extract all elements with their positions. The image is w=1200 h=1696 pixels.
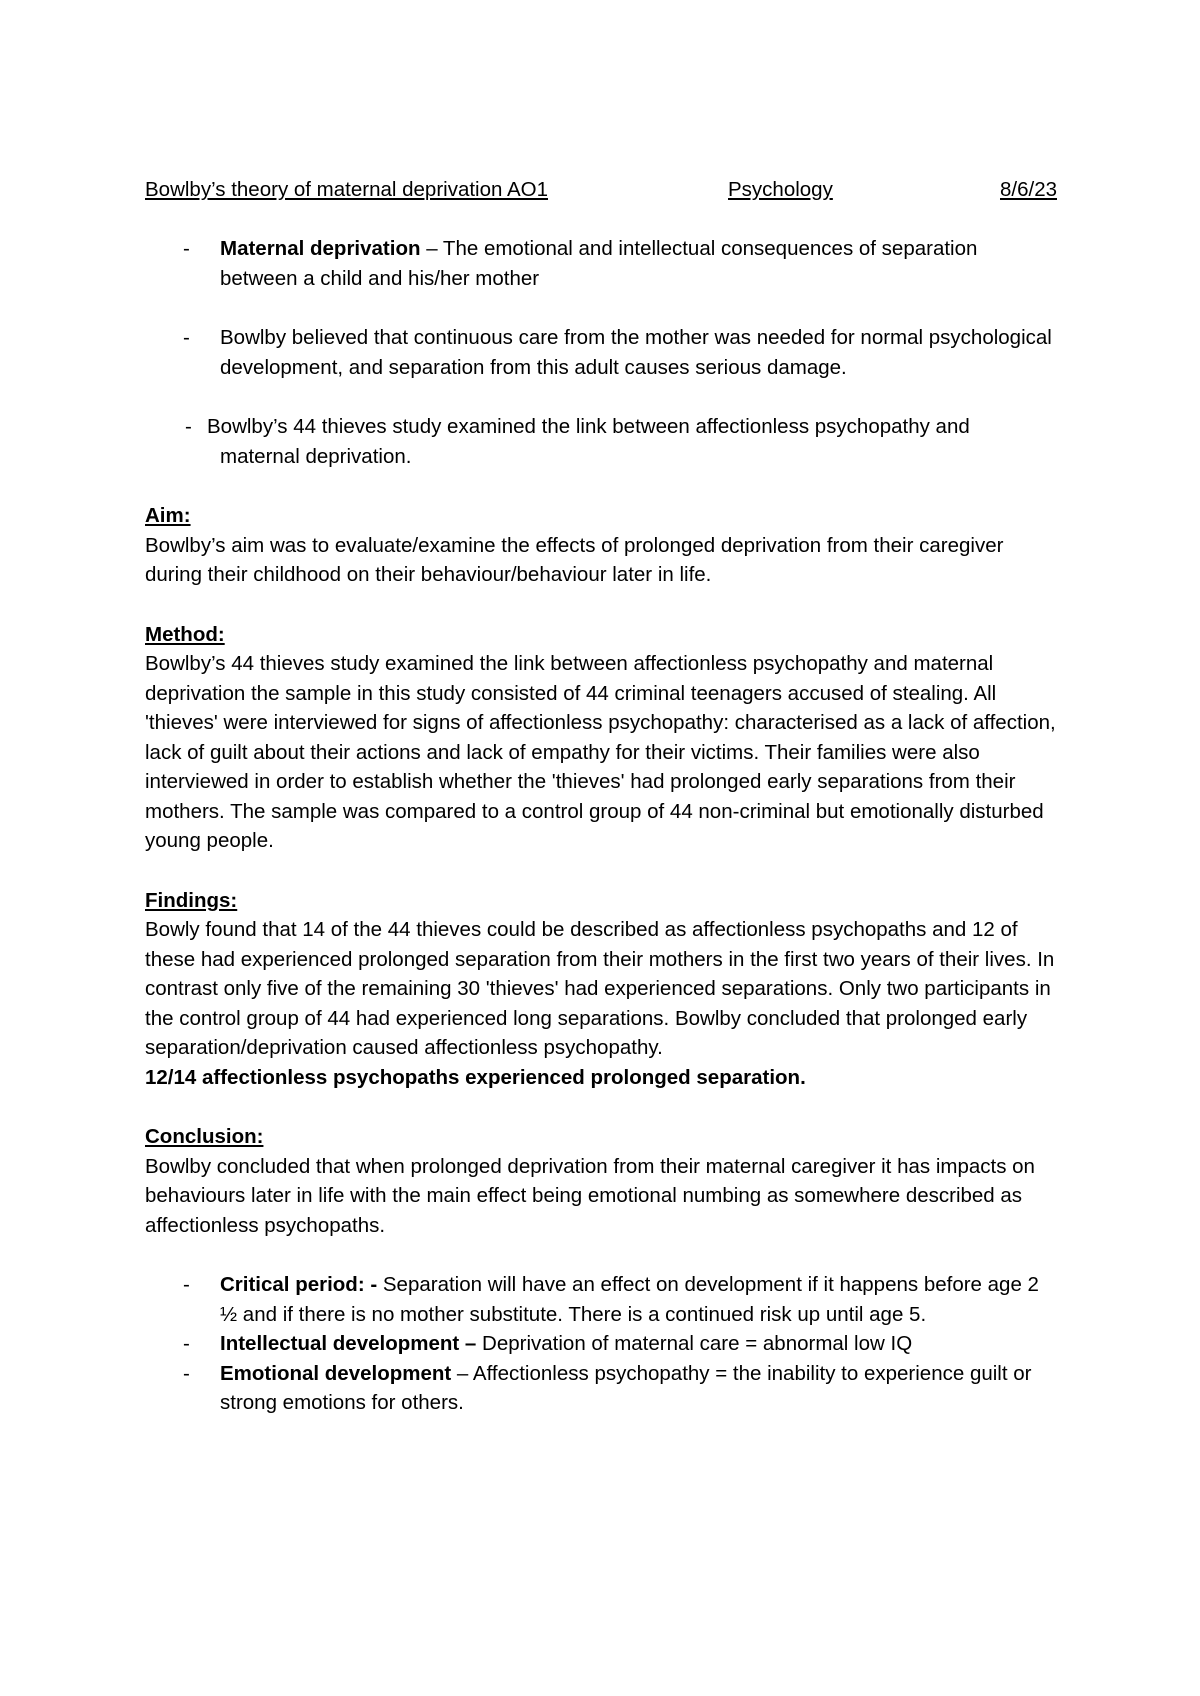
conclusion-heading: Conclusion: <box>145 1125 264 1148</box>
bullet-44-thieves-line1: Bowlby’s 44 thieves study examined the link between affectionless psychopathy and <box>207 415 970 438</box>
term-emotional-development: Emotional development <box>220 1361 452 1385</box>
intellectual-development-text: Deprivation of maternal care = abnormal low IQ <box>476 1332 913 1355</box>
bullet-critical-period <box>145 1270 1060 1329</box>
dash-marker: - <box>183 1361 190 1385</box>
bullet-continuous-care-text: Bowlby believed that continuous care from the mother was needed for normal psychological development, and separation from this adult causes serious damage. <box>220 326 1052 379</box>
bullet-intellectual-development <box>145 1329 1060 1359</box>
bullet-44-thieves-line2: maternal deprivation. <box>220 444 412 468</box>
bullet-maternal-deprivation <box>145 234 1060 293</box>
dash-marker: - <box>185 415 192 438</box>
document-title: Bowlby’s theory of maternal deprivation AO1 <box>145 178 549 201</box>
document-date: 8/6/23 <box>1000 178 1057 201</box>
spacer <box>145 1092 1060 1122</box>
conclusion-body: Bowlby concluded that when prolonged deprivation from their maternal caregiver it has impacts on behaviours later in life with the main effect being emotional numbing as somewhere described as affectionless psychopaths. <box>145 1154 1035 1237</box>
spacer <box>145 382 1060 412</box>
dash-marker: - <box>183 237 190 260</box>
document-header <box>145 175 1060 205</box>
spacer <box>145 856 1060 886</box>
dash-marker: - <box>183 1332 190 1355</box>
term-maternal-deprivation: Maternal deprivation <box>220 237 421 260</box>
emotional-development-text: – Affectionless psychopathy = the inability to experience guilt or strong emotions for others. <box>220 1361 1032 1414</box>
findings-section <box>145 886 1060 1093</box>
definition-maternal-deprivation: – The emotional and intellectual consequences of separation between a child and his/her mother <box>220 237 978 290</box>
aim-heading: Aim: <box>145 504 191 527</box>
term-critical-period: Critical period: - <box>220 1273 378 1296</box>
aim-section <box>145 501 1060 590</box>
bullet-continuous-care <box>145 323 1060 382</box>
method-heading: Method: <box>145 622 225 646</box>
term-intellectual-development: Intellectual development – <box>220 1332 477 1355</box>
spacer <box>145 205 1060 234</box>
method-body: Bowlby’s 44 thieves study examined the link between affectionless psychopathy and maternal deprivation the sample in this study consisted of 44 criminal teenagers accused of stealing. All 'thieves' were interviewed for signs of affectionless psychopathy: characterised as a lack of affection, lack of guilt about their actions and lack of empathy for their victims. Their families were also interviewed in order to establish whether the 'thieves' had prolonged early separations from their mothers. The sample was compared to a control group of 44 non-criminal but emotionally disturbed young people. <box>145 652 1056 852</box>
critical-period-text: Separation will have an effect on development if it happens before age 2 ½ and if there is no mother substitute. There is a continued risk up until age 5. <box>220 1273 1039 1326</box>
spacer <box>145 293 1060 323</box>
findings-highlight: 12/14 affectionless psychopaths experienced prolonged separation. <box>145 1065 806 1089</box>
findings-body: Bowly found that 14 of the 44 thieves could be described as affectionless psychopaths and 12 of these had experienced prolonged separation from their mothers in the first two years of their lives. In contrast only five of the remaining 30 'thieves' had experienced separations. Only two participants in the control group of 44 had experienced long separations. Bowlby concluded that prolonged early separation/deprivation caused affectionless psychopathy. <box>145 918 1055 1059</box>
document-content <box>145 175 1060 1418</box>
dash-marker: - <box>183 1273 190 1296</box>
spacer <box>145 590 1060 620</box>
method-section <box>145 620 1060 856</box>
bullet-emotional-development <box>145 1359 1060 1418</box>
spacer <box>145 1240 1060 1270</box>
conclusion-section <box>145 1122 1060 1240</box>
dash-marker: - <box>183 326 190 349</box>
findings-heading: Findings: <box>145 888 238 912</box>
spacer <box>145 471 1060 501</box>
bullet-44-thieves <box>145 412 1060 471</box>
aim-body: Bowlby’s aim was to evaluate/examine the effects of prolonged deprivation from their caregiver during their childhood on their behaviour/behaviour later in life. <box>145 533 1004 586</box>
document-subject: Psychology <box>728 178 833 201</box>
